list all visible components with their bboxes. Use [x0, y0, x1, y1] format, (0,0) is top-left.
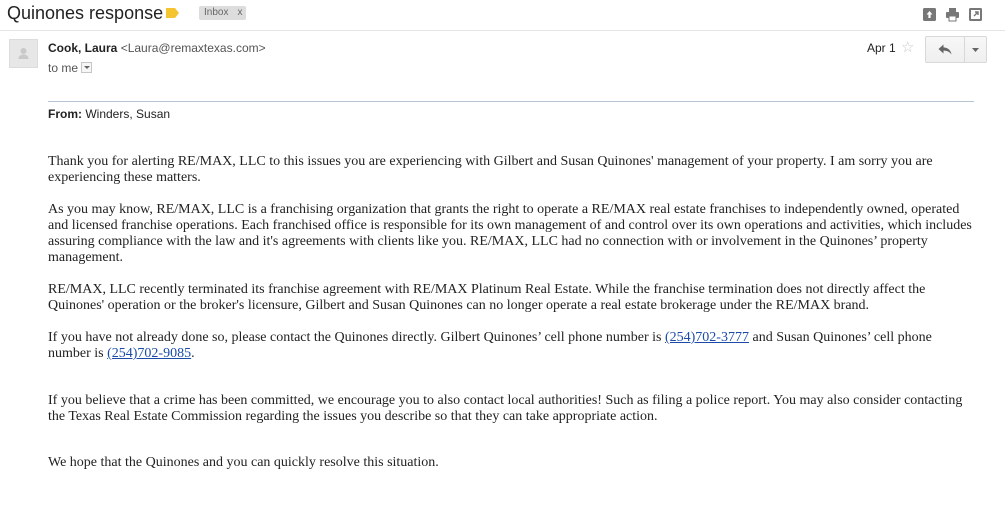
quoted-divider: [48, 101, 974, 102]
subject-bar: [0, 0, 1005, 31]
body-paragraph-5: If you believe that a crime has been committed, we encourage you to also contact local authorities! Such as filing a police report. You may also consider contacting the Texas Real Estate Commission regarding the issues you describe so that they can take appropriate action.: [48, 393, 963, 424]
print-icon[interactable]: [945, 7, 960, 22]
forwarded-from-line: [48, 107, 170, 121]
reply-button-group: [925, 36, 987, 63]
sender-line: [48, 41, 266, 55]
from-label: From:: [48, 107, 82, 121]
show-details-dropdown-icon[interactable]: [81, 62, 92, 73]
body-paragraph-6: We hope that the Quinones and you can quickly resolve this situation.: [48, 455, 439, 470]
body-paragraph-2: As you may know, RE/MAX, LLC is a franchising organization that grants the right to operate a RE/MAX real estate franchises to independently owned, operated and licensed franchise operations. Each franchised office is responsible for its own management of and control over its own operations and activities, which includes assuring compliance with the law and it's agreements with clients like you. RE/MAX, LLC had no connection with or involvement in the Quinones’ property management.: [48, 202, 972, 265]
paragraph-4-text-b: and Susan Quinones’ cell phone number is: [48, 330, 932, 361]
body-paragraph-3: RE/MAX, LLC recently terminated its franchise agreement with RE/MAX Platinum Real Estate. While the franchise termination does not directly affect the Quinones' operation or the broker's licensure, Gilbert and Susan Quinones can no longer operate a real estate brokerage under the RE/MAX brand.: [48, 282, 926, 313]
reply-arrow-icon: [938, 44, 952, 55]
remove-label-button[interactable]: x: [237, 7, 243, 18]
more-actions-button[interactable]: [965, 37, 986, 62]
new-window-icon[interactable]: [968, 7, 983, 22]
from-value: Winders, Susan: [85, 107, 171, 121]
reply-button[interactable]: [926, 37, 965, 62]
message-date: Apr 1: [867, 41, 896, 55]
recipient-line: [48, 61, 92, 75]
paragraph-4-text-c: .: [191, 346, 195, 361]
inbox-label-text: Inbox: [204, 7, 229, 18]
thread-toolbar: [922, 7, 983, 22]
body-paragraph-4: [48, 330, 978, 362]
sender-email: <Laura@remaxtexas.com>: [120, 41, 266, 55]
body-paragraph-1: Thank you for alerting RE/MAX, LLC to this issues you are experiencing with Gilbert and Susan Quinones' management of your property. I am sorry you are experiencing these matters.: [48, 154, 933, 185]
recipient-text: to me: [48, 61, 79, 75]
star-icon[interactable]: ☆: [901, 39, 915, 56]
paragraph-4-text-a: If you have not already done so, please contact the Quinones directly. Gilbert Quinones’ cell phone number is: [48, 330, 665, 345]
default-avatar-icon: [10, 40, 37, 67]
archive-icon[interactable]: [922, 7, 937, 22]
sender-name[interactable]: Cook, Laura: [48, 41, 118, 55]
thread-subject: Quinones response: [7, 3, 164, 23]
phone-link-susan[interactable]: (254)702-9085: [107, 346, 192, 361]
importance-marker-icon[interactable]: [166, 8, 179, 18]
sender-avatar[interactable]: [9, 39, 38, 68]
phone-link-gilbert[interactable]: (254)702-3777: [664, 330, 749, 345]
chevron-down-icon: [972, 48, 979, 52]
inbox-label-chip: [199, 6, 246, 20]
